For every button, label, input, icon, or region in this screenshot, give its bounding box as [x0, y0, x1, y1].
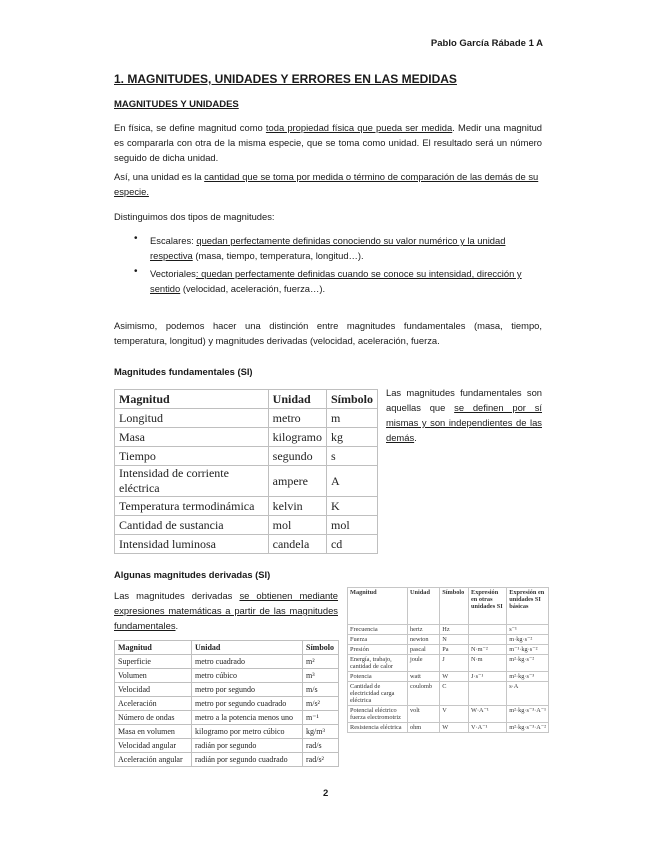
- intro-paragraph-4: Asimismo, podemos hacer una distinción entre magnitudes fundamentales (masa, tiempo, temperatura, longitud) y magnitudes derivadas (velocidad, aceleración, fuerza.: [114, 320, 542, 346]
- table-header-cell: Unidad: [268, 390, 326, 409]
- table-cell: Superficie: [115, 655, 192, 669]
- table-cell: N·m: [469, 655, 507, 672]
- table-cell: radián por segundo cuadrado: [192, 753, 303, 767]
- table-row: [115, 669, 339, 683]
- table-cell: Longitud: [115, 409, 269, 428]
- table-cell: m·kg·s⁻²: [507, 635, 549, 645]
- page-number: 2: [323, 788, 329, 799]
- table-header-row: [348, 588, 549, 625]
- table-cell: m²·kg·s⁻³·A⁻¹: [507, 706, 549, 723]
- table-cell: m: [326, 409, 377, 428]
- section-title: 1. MAGNITUDES, UNIDADES Y ERRORES EN LAS MEDIDAS: [114, 72, 457, 86]
- table-cell: m²·kg·s⁻²: [507, 655, 549, 672]
- table-cell: Temperatura termodinámica: [115, 497, 269, 516]
- table-row: [348, 645, 549, 655]
- table-row: [115, 697, 339, 711]
- table-row: [115, 535, 378, 554]
- table-cell: kilogramo: [268, 428, 326, 447]
- fundamental-heading: Magnitudes fundamentales (SI): [114, 366, 253, 377]
- table-cell: metro por segundo cuadrado: [192, 697, 303, 711]
- table-cell: Aceleración: [115, 697, 192, 711]
- table-cell: metro cuadrado: [192, 655, 303, 669]
- table-cell: rad/s: [303, 739, 339, 753]
- table-row: [115, 447, 378, 466]
- table-cell: Potencia: [348, 672, 408, 682]
- table-row: [348, 655, 549, 672]
- page-header-author: Pablo García Rábade 1 A: [430, 38, 543, 49]
- derived-note: Las magnitudes derivadas se obtienen mediante expresiones matemáticas a partir de las magnitudes fundamentales.: [114, 590, 339, 631]
- bullet-item-escalares: • Escalares: quedan perfectamente definidas conociendo su valor numérico y la unidad respectiva (masa, tiempo, temperatura, longitud…).: [134, 233, 506, 261]
- table-cell: candela: [268, 535, 326, 554]
- table-row: [115, 428, 378, 447]
- table-cell: mol: [326, 516, 377, 535]
- table-cell: ampere: [268, 466, 326, 497]
- table-cell: m/s: [303, 683, 339, 697]
- table-cell: A: [326, 466, 377, 497]
- bullet-icon: •: [134, 233, 138, 244]
- table-cell: Presión: [348, 645, 408, 655]
- derived-table: [114, 640, 339, 767]
- table-cell: [469, 682, 507, 706]
- table-cell: segundo: [268, 447, 326, 466]
- table-cell: Potencial eléctrico fuerza electromotriz: [348, 706, 408, 723]
- table-row: [348, 706, 549, 723]
- table-cell: J·s⁻¹: [469, 672, 507, 682]
- table-row: [115, 516, 378, 535]
- intro-paragraph-2: Así, una unidad es la cantidad que se toma por medida o término de comparación de las demás de su especie.: [114, 171, 539, 197]
- table-header-cell: Magnitud: [348, 588, 408, 625]
- table-cell: ohm: [408, 723, 440, 733]
- table-cell: volt: [408, 706, 440, 723]
- table-header-cell: Magnitud: [115, 641, 192, 655]
- table-cell: newton: [408, 635, 440, 645]
- table-cell: Volumen: [115, 669, 192, 683]
- table-cell: Velocidad: [115, 683, 192, 697]
- table-header-row: [115, 390, 378, 409]
- table-cell: kelvin: [268, 497, 326, 516]
- table-cell: hertz: [408, 625, 440, 635]
- table-cell: pascal: [408, 645, 440, 655]
- table-row: [115, 655, 339, 669]
- table-cell: mol: [268, 516, 326, 535]
- table-header-cell: Expresión en unidades SI básicas: [507, 588, 549, 625]
- table-cell: watt: [408, 672, 440, 682]
- table-cell: s: [326, 447, 377, 466]
- table-cell: kilogramo por metro cúbico: [192, 725, 303, 739]
- table-cell: W·A⁻¹: [469, 706, 507, 723]
- table-row: [115, 497, 378, 516]
- bullet-icon: •: [134, 266, 138, 277]
- table-cell: Número de ondas: [115, 711, 192, 725]
- table-row: [115, 409, 378, 428]
- table-cell: m²: [303, 655, 339, 669]
- table-cell: Frecuencia: [348, 625, 408, 635]
- table-cell: N: [440, 635, 469, 645]
- derived-heading: Algunas magnitudes derivadas (SI): [114, 569, 271, 580]
- table-cell: N·m⁻²: [469, 645, 507, 655]
- bullet-item-vectoriales: • Vectoriales: quedan perfectamente definidas cuando se conoce su intensidad, dirección y sentido (velocidad, aceleración, fuerza…).: [134, 266, 522, 294]
- table-cell: Hz: [440, 625, 469, 635]
- table-row: [115, 683, 339, 697]
- table-cell: Cantidad de sustancia: [115, 516, 269, 535]
- table-cell: m/s²: [303, 697, 339, 711]
- table-cell: metro: [268, 409, 326, 428]
- table-cell: Masa en volumen: [115, 725, 192, 739]
- table-cell: W: [440, 672, 469, 682]
- table-cell: V·A⁻¹: [469, 723, 507, 733]
- table-cell: metro a la potencia menos uno: [192, 711, 303, 725]
- table-cell: metro cúbico: [192, 669, 303, 683]
- table-cell: C: [440, 682, 469, 706]
- table-row: [348, 635, 549, 645]
- table-row: [348, 625, 549, 635]
- table-cell: m²·kg·s⁻³: [507, 672, 549, 682]
- table-cell: radián por segundo: [192, 739, 303, 753]
- table-cell: Intensidad de corriente eléctrica: [115, 466, 269, 497]
- table-row: [348, 682, 549, 706]
- table-row: [115, 753, 339, 767]
- table-cell: m⁻¹: [303, 711, 339, 725]
- table-cell: joule: [408, 655, 440, 672]
- table-cell: s·A: [507, 682, 549, 706]
- fundamental-note: Las magnitudes fundamentales son aquellas que se definen por sí mismas y son independientes de las demás.: [386, 387, 542, 443]
- table-cell: [469, 625, 507, 635]
- table-cell: J: [440, 655, 469, 672]
- table-cell: Cantidad de electricidad carga eléctrica: [348, 682, 408, 706]
- table-row: [115, 739, 339, 753]
- table-cell: kg: [326, 428, 377, 447]
- section-subtitle: MAGNITUDES Y UNIDADES: [114, 99, 239, 110]
- table-cell: rad/s²: [303, 753, 339, 767]
- table-cell: Aceleración angular: [115, 753, 192, 767]
- table-cell: coulomb: [408, 682, 440, 706]
- table-header-cell: Símbolo: [326, 390, 377, 409]
- table-cell: Intensidad luminosa: [115, 535, 269, 554]
- table-cell: Velocidad angular: [115, 739, 192, 753]
- table-cell: Tiempo: [115, 447, 269, 466]
- table-cell: Masa: [115, 428, 269, 447]
- table-header-cell: Unidad: [408, 588, 440, 625]
- intro-paragraph-3: Distinguimos dos tipos de magnitudes:: [114, 211, 275, 222]
- table-cell: Fuerza: [348, 635, 408, 645]
- table-cell: Energía, trabajo, cantidad de calor: [348, 655, 408, 672]
- table-row: [115, 466, 378, 497]
- table-header-cell: Símbolo: [440, 588, 469, 625]
- table-header-cell: Magnitud: [115, 390, 269, 409]
- table-cell: W: [440, 723, 469, 733]
- table-cell: s⁻¹: [507, 625, 549, 635]
- table-row: [348, 723, 549, 733]
- table-row: [115, 725, 339, 739]
- table-cell: V: [440, 706, 469, 723]
- table-cell: [469, 635, 507, 645]
- table-cell: cd: [326, 535, 377, 554]
- table-cell: Resistencia eléctrica: [348, 723, 408, 733]
- table-cell: m²·kg·s⁻³·A⁻²: [507, 723, 549, 733]
- table-cell: m³: [303, 669, 339, 683]
- derived-table-extended: [347, 587, 549, 733]
- table-cell: Pa: [440, 645, 469, 655]
- table-cell: kg/m³: [303, 725, 339, 739]
- table-header-cell: Símbolo: [303, 641, 339, 655]
- table-header-cell: Expresión en otras unidades SI: [469, 588, 507, 625]
- table-row: [115, 711, 339, 725]
- table-cell: K: [326, 497, 377, 516]
- table-header-row: [115, 641, 339, 655]
- table-row: [348, 672, 549, 682]
- table-cell: metro por segundo: [192, 683, 303, 697]
- table-header-cell: Unidad: [192, 641, 303, 655]
- fundamental-table: [114, 389, 378, 554]
- intro-paragraph-1: En física, se define magnitud como toda propiedad física que pueda ser medida. Medir una magnitud es compararla con otra de la misma especie, que se toma como unidad. El resultado será un número seguido de dicha unidad.: [114, 122, 542, 163]
- table-cell: m⁻¹·kg·s⁻²: [507, 645, 549, 655]
